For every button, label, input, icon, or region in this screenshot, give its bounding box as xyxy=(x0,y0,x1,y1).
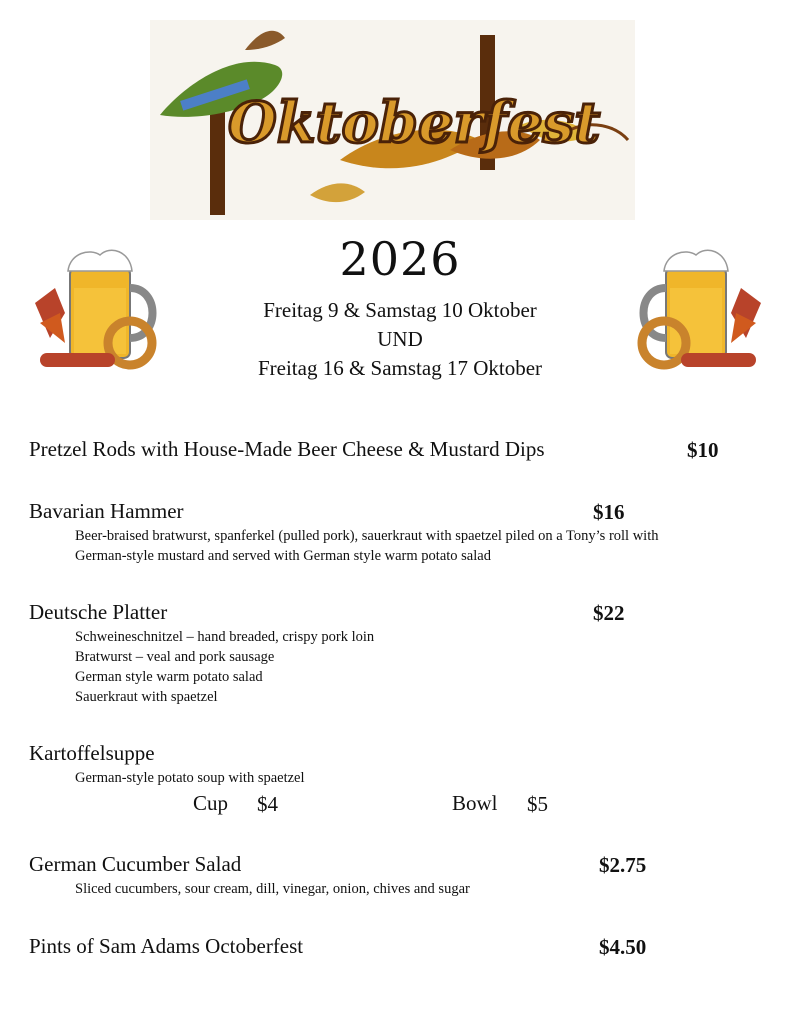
menu-item-price: $16 xyxy=(593,500,625,524)
menu-item-name: Bavarian Hammer xyxy=(29,499,184,523)
description-line: German-style potato soup with spaetzel xyxy=(75,770,305,786)
menu-item-description xyxy=(75,768,305,788)
description-line: German style warm potato salad xyxy=(75,669,263,685)
date-line: Freitag 9 & Samstag 10 Oktober xyxy=(263,298,537,322)
menu-item-name: German Cucumber Salad xyxy=(29,852,242,876)
description-line: Sauerkraut with spaetzel xyxy=(75,689,218,705)
menu-item-price: $4.50 xyxy=(599,935,647,959)
date-line: Freitag 16 & Samstag 17 Oktober xyxy=(257,356,543,380)
cup-price: $4 xyxy=(257,792,278,816)
menu-item-price: $10 xyxy=(687,438,719,462)
menu-item-name: Pretzel Rods with House-Made Beer Cheese & Mustard Dips xyxy=(29,437,545,461)
menu-item-name: Deutsche Platter xyxy=(29,600,168,624)
description-line: German-style mustard and served with German style warm potato salad xyxy=(75,548,491,564)
menu-item-description xyxy=(75,879,470,899)
menu-item-description xyxy=(75,627,374,707)
menu-item-description xyxy=(75,526,659,566)
menu-item-name: Kartoffelsuppe xyxy=(29,741,155,765)
bowl-price: $5 xyxy=(527,792,548,816)
description-line: Bratwurst – veal and pork sausage xyxy=(75,649,275,665)
event-dates xyxy=(0,296,800,383)
oktoberfest-logo xyxy=(150,20,635,220)
logo-wordmark: Oktoberfest xyxy=(228,90,601,156)
cup-label: Cup xyxy=(193,791,229,815)
menu-item-price: $22 xyxy=(593,601,625,625)
menu-item-name: Pints of Sam Adams Octoberfest xyxy=(29,934,304,958)
description-line: Sliced cucumbers, sour cream, dill, vinegar, onion, chives and sugar xyxy=(75,881,470,897)
description-line: Beer-braised bratwurst, spanferkel (pulled pork), sauerkraut with spaetzel piled on a Tony’s roll with xyxy=(75,528,659,544)
date-line: UND xyxy=(377,327,423,351)
description-line: Schweineschnitzel – hand breaded, crispy pork loin xyxy=(75,629,375,645)
menu-item-price: $2.75 xyxy=(599,853,647,877)
bowl-label: Bowl xyxy=(452,791,498,815)
event-year: 2026 xyxy=(339,232,461,286)
